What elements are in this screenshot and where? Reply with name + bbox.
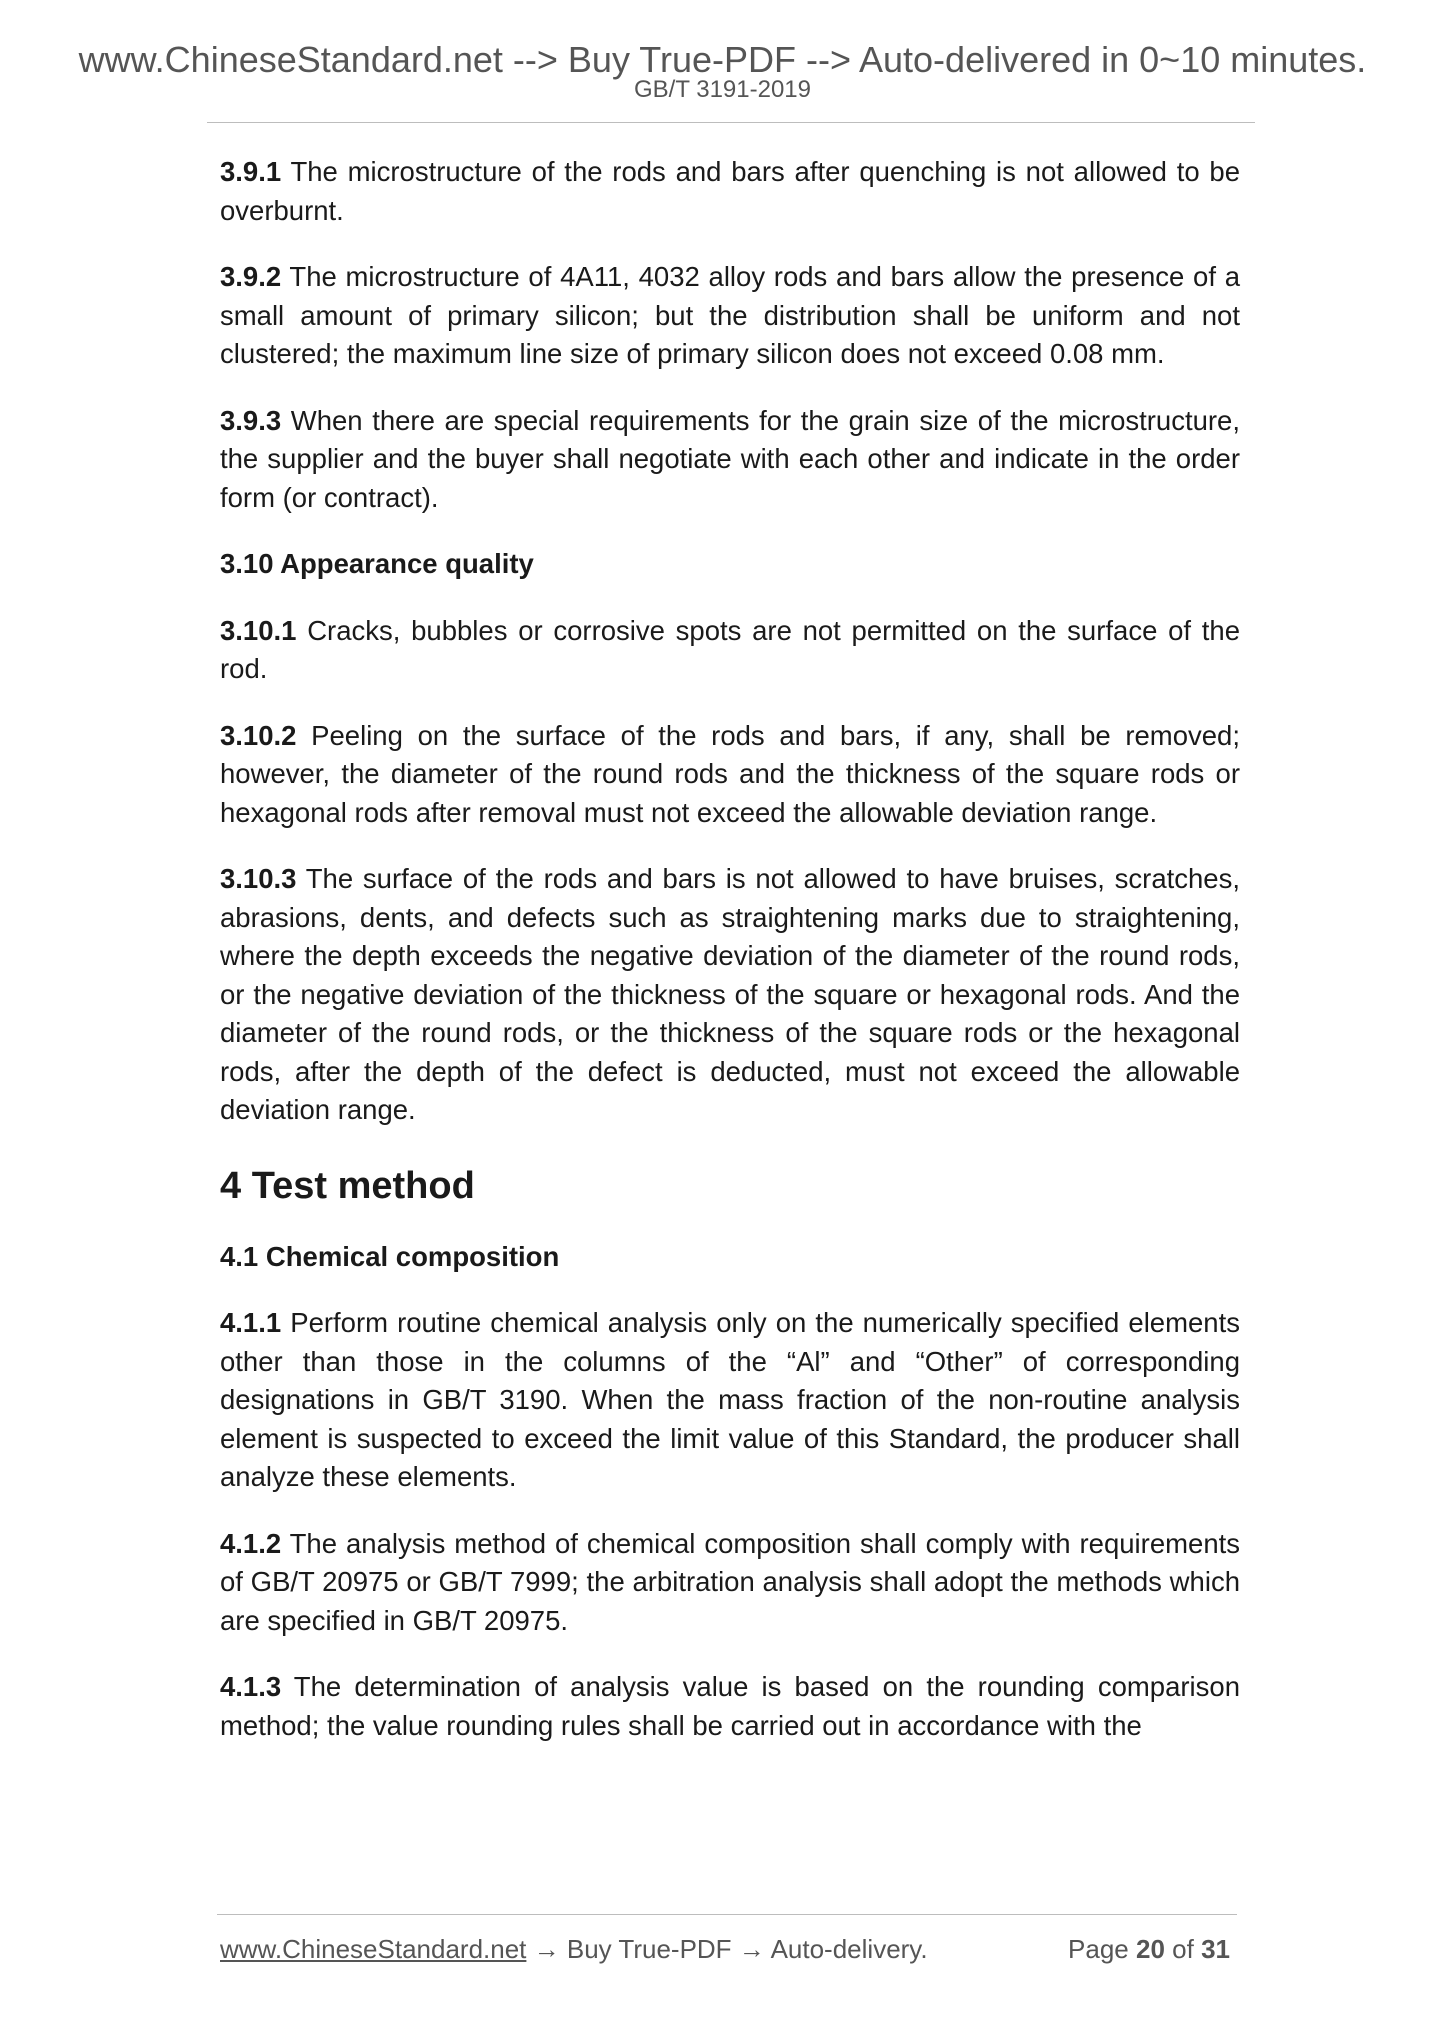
- clause-number: 4.1.2: [220, 1527, 282, 1559]
- page-footer: [220, 1932, 1230, 1966]
- clause-3-10-2: [220, 717, 1240, 833]
- clause-number: 4.1.3: [220, 1671, 282, 1702]
- clause-3-9-2: [220, 258, 1240, 374]
- clause-number: 3.9.1: [220, 156, 282, 187]
- clause-4-1-1: [220, 1304, 1240, 1497]
- clause-number: 3.10.2: [220, 719, 297, 751]
- clause-text: Perform routine chemical analysis only on the numerically specified elements other than those in the columns of the “Al” and “Other” of corresponding designations in GB/T 3190. When the mass fraction of the non-routine analysis element is suspected to exceed the limit value of this Standard, the producer shall analyze these elements.: [220, 1307, 1240, 1492]
- clause-3-9-3: [220, 402, 1240, 518]
- header-banner: www.ChineseStandard.net --> Buy True-PDF --> Auto-delivered in 0~10 minutes.: [78, 39, 1367, 80]
- clause-number: 3.9.2: [220, 261, 282, 292]
- clause-text: The surface of the rods and bars is not allowed to have bruises, scratches, abrasions, dents, and defects such as straightening marks due to straightening, where the depth exceeds the negative deviation of the diameter of the round rods, or the negative deviation of the thickness of the square or hexagonal rods. And the diameter of the round rods, or the thickness of the square rods or the hexagonal rods, after the depth of the defect is deducted, must not exceed the allowable deviation range.: [220, 863, 1240, 1125]
- clause-3-10-1: [220, 612, 1240, 689]
- page-number: 20: [1136, 1934, 1165, 1964]
- clause-4-1-2: [220, 1525, 1240, 1641]
- clause-number: 4.1.1: [220, 1307, 282, 1338]
- page-total: 31: [1201, 1934, 1230, 1964]
- clause-text: The determination of analysis value is based on the rounding comparison method; the value rounding rules shall be carried out in accordance with the: [220, 1671, 1240, 1741]
- clause-3-10-3: [220, 860, 1240, 1130]
- clause-text: The analysis method of chemical composition shall comply with requirements of GB/T 20975 or GB/T 7999; the arbitration analysis shall adopt the methods which are specified in GB/T 20975.: [220, 1527, 1240, 1636]
- document-body: [220, 153, 1240, 1773]
- section-heading-3-10: 3.10 Appearance quality: [220, 548, 534, 579]
- section-heading-4-1: 4.1 Chemical composition: [220, 1240, 560, 1272]
- page-label: Page: [1068, 1934, 1129, 1964]
- clause-number: 3.10.1: [220, 614, 297, 646]
- clause-4-1-3: [220, 1668, 1240, 1745]
- clause-text: Peeling on the surface of the rods and bars, if any, shall be removed; however, the diameter of the round rods and the thickness of the square rods or hexagonal rods after removal must not exceed the allowable deviation range.: [220, 719, 1240, 828]
- page-of-label: of: [1172, 1934, 1194, 1964]
- page-indicator: [1068, 1932, 1230, 1966]
- standard-code: GB/T 3191-2019: [633, 76, 811, 103]
- header-divider: [207, 122, 1255, 123]
- clause-text: The microstructure of 4A11, 4032 alloy rods and bars allow the presence of a small amount of primary silicon; but the distribution shall be uniform and not clustered; the maximum line size of primary silicon does not exceed 0.08 mm.: [220, 261, 1240, 369]
- clause-number: 3.10.3: [220, 863, 297, 894]
- chapter-heading-4: 4 Test method: [220, 1164, 475, 1207]
- clause-number: 3.9.3: [220, 404, 282, 436]
- footer-divider: [217, 1914, 1237, 1915]
- footer-site-link[interactable]: www.ChineseStandard.net: [220, 1934, 527, 1964]
- clause-text: The microstructure of the rods and bars after quenching is not allowed to be overburnt.: [220, 156, 1240, 226]
- clause-text: When there are special requirements for the grain size of the microstructure, the supplier and the buyer shall negotiate with each other and indicate in the order form (or contract).: [220, 404, 1240, 513]
- clause-text: Cracks, bubbles or corrosive spots are not permitted on the surface of the rod.: [220, 614, 1240, 684]
- footer-text: → Buy True-PDF → Auto-delivery.: [526, 1934, 928, 1964]
- clause-3-9-1: [220, 153, 1240, 230]
